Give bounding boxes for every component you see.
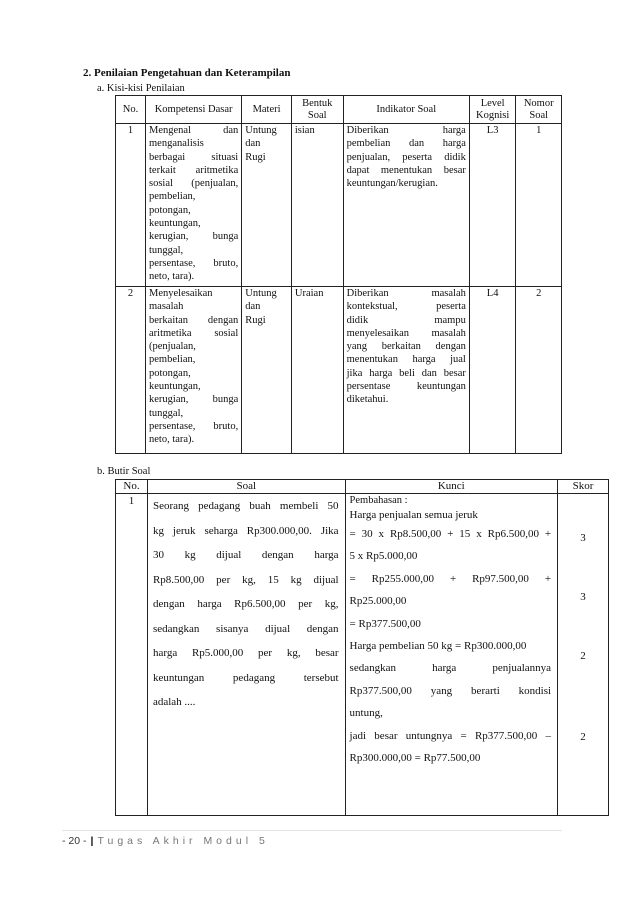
cell-line: pembelian, xyxy=(149,354,196,366)
butir-header-soal: Soal xyxy=(147,480,345,494)
page-footer xyxy=(62,835,269,847)
soal-line: 30 kg dijual dengan harga xyxy=(152,549,339,561)
cell-line: pembelian, xyxy=(149,191,196,203)
cell-line: dan xyxy=(245,138,261,150)
cell-line: dan xyxy=(245,301,261,313)
cell-line: (penjualan, xyxy=(149,341,196,353)
cell-line: keuntungan, xyxy=(149,381,201,393)
butir-cell-soal xyxy=(147,494,345,816)
cell-line: Diberikan harga xyxy=(346,125,466,136)
soal-line: sedangkan sisanya dijual dengan xyxy=(152,622,339,635)
cell-line: dapat menentukan besar xyxy=(346,164,466,176)
section-heading: 2. Penilaian Pengetahuan dan Keterampilan xyxy=(83,67,291,79)
butir-soal-table xyxy=(115,479,609,816)
kunci-label: Pembahasan : xyxy=(349,495,408,506)
kisi-cell-materi xyxy=(242,124,292,287)
skor-value: 2 xyxy=(580,650,586,662)
kunci-line: Rp377.500,00 yang berarti kondisi xyxy=(349,684,552,697)
butir-header-kunci: Kunci xyxy=(345,480,558,494)
soal-line: kg jeruk seharga Rp300.000,00. Jika xyxy=(152,524,339,537)
kisi-header-kompetensi: Kompetensi Dasar xyxy=(146,96,242,124)
cell-line: terkait aritmetika xyxy=(149,164,239,176)
kunci-line: = Rp255.000,00 + Rp97.500,00 + xyxy=(349,572,552,585)
cell-line: pembelian dan harga xyxy=(346,138,466,150)
cell-line: Untung xyxy=(245,288,277,299)
cell-line: Menyelesaikan xyxy=(149,288,213,299)
cell-line: potongan, xyxy=(149,204,191,216)
cell-line: diketahui. xyxy=(346,394,389,406)
cell-line: persentase keuntungan xyxy=(346,381,466,393)
kunci-line: = 30 x Rp8.500,00 + 15 x Rp6.500,00 + xyxy=(349,528,552,540)
kunci-line: Rp25.000,00 xyxy=(349,595,407,608)
subheading-kisi: a. Kisi-kisi Penilaian xyxy=(97,83,185,94)
butir-header-no: No. xyxy=(116,480,148,494)
kisi-cell-no: 2 xyxy=(116,287,146,454)
kisi-cell-indikator xyxy=(343,287,469,454)
skor-value: 3 xyxy=(580,591,586,603)
kisi-header-level: Level Kognisi xyxy=(469,96,516,124)
subheading-butir: b. Butir Soal xyxy=(97,466,151,477)
kisi-cell-no: 1 xyxy=(116,124,146,287)
kisi-header-indikator: Indikator Soal xyxy=(343,96,469,124)
cell-line: persentase, bruto, xyxy=(149,257,239,269)
kisi-cell-level: L3 xyxy=(469,124,516,287)
skor-value: 2 xyxy=(580,731,586,743)
cell-line: aritmetika sosial xyxy=(149,327,239,339)
soal-line: keuntungan pedagang tersebut xyxy=(152,671,339,684)
kisi-row-2 xyxy=(116,287,562,454)
kisi-cell-level: L4 xyxy=(469,287,516,454)
cell-line: jika harga beli dan besar xyxy=(346,367,466,379)
cell-line: menganalisis xyxy=(149,138,204,150)
kisi-header-row xyxy=(116,96,562,124)
page-number: - 20 - xyxy=(62,835,87,847)
cell-line: kontekstual, peserta xyxy=(346,301,466,313)
cell-line: Mengenal dan xyxy=(149,125,239,136)
cell-line: masalah xyxy=(149,301,184,313)
cell-line: sosial (penjualan, xyxy=(149,178,239,190)
cell-line: Diberikan masalah xyxy=(346,288,466,299)
kunci-line: Harga penjualan semua jeruk xyxy=(349,509,478,521)
butir-cell-skor xyxy=(558,494,609,816)
kisi-cell-nomor: 2 xyxy=(516,287,562,454)
kisi-kisi-table xyxy=(115,95,562,454)
kunci-line: untung, xyxy=(349,707,383,720)
footer-divider xyxy=(62,830,562,831)
kisi-cell-indikator xyxy=(343,124,469,287)
skor-value: 3 xyxy=(580,532,586,544)
cell-line: neto, tara). xyxy=(149,271,195,283)
soal-line: dengan harga Rp6.500,00 per kg, xyxy=(152,598,339,610)
butir-cell-no: 1 xyxy=(116,494,148,816)
kunci-lines xyxy=(350,507,552,769)
cell-line: Untung xyxy=(245,125,277,136)
kisi-cell-bentuk: Uraian xyxy=(291,287,343,454)
kisi-header-bentuk: Bentuk Soal xyxy=(291,96,343,124)
cell-line: didik mampu xyxy=(346,314,466,326)
kisi-header-materi: Materi xyxy=(242,96,292,124)
cell-line: berkaitan dengan xyxy=(149,314,239,326)
kunci-line: Harga pembelian 50 kg = Rp300.000,00 xyxy=(349,640,527,653)
cell-line: neto, tara). xyxy=(149,434,195,446)
kunci-line: jadi besar untungnya = Rp377.500,00 – xyxy=(349,729,552,742)
kisi-cell-nomor: 1 xyxy=(516,124,562,287)
kisi-header-no: No. xyxy=(116,96,146,124)
kisi-cell-kompetensi xyxy=(146,124,242,287)
cell-line: Rugi xyxy=(245,151,266,163)
cell-line: menyelesaikan masalah xyxy=(346,327,466,339)
kunci-line: 5 x Rp5.000,00 xyxy=(349,550,418,563)
soal-line: adalah .... xyxy=(152,696,196,708)
cell-line: kerugian, bunga xyxy=(149,231,239,243)
cell-line: tunggal, xyxy=(149,407,184,419)
cell-line: persentase, bruto, xyxy=(149,420,239,432)
butir-header-row xyxy=(116,480,609,494)
kisi-header-nomor: Nomor Soal xyxy=(516,96,562,124)
footer-title: Tugas Akhir Modul 5 xyxy=(97,835,269,847)
kisi-cell-kompetensi xyxy=(146,287,242,454)
soal-line: Rp8.500,00 per kg, 15 kg dijual xyxy=(152,573,339,586)
butir-header-skor: Skor xyxy=(558,480,609,494)
soal-line: harga Rp5.000,00 per kg, besar xyxy=(152,647,339,659)
cell-line: berbagai situasi xyxy=(149,151,239,163)
soal-line: Seorang pedagang buah membeli 50 xyxy=(152,500,339,512)
kunci-line: = Rp377.500,00 xyxy=(349,617,421,630)
kunci-line: Rp300.000,00 = Rp77.500,00 xyxy=(349,752,481,765)
kisi-cell-materi xyxy=(242,287,292,454)
cell-line: keuntungan/kerugian. xyxy=(346,178,438,190)
cell-line: yang berkaitan dengan xyxy=(346,341,466,353)
cell-line: keuntungan, xyxy=(149,218,201,230)
kisi-row-1 xyxy=(116,124,562,287)
cell-line: penjualan, peserta didik xyxy=(346,151,466,163)
cell-line: potongan, xyxy=(149,367,191,379)
cell-line: Rugi xyxy=(245,314,266,326)
cell-line: menentukan harga jual xyxy=(346,354,466,366)
kunci-line: sedangkan harga penjualannya xyxy=(349,662,552,675)
footer-separator: | xyxy=(90,835,94,847)
butir-cell-kunci xyxy=(345,494,558,816)
butir-row-1 xyxy=(116,494,609,816)
kisi-cell-bentuk: isian xyxy=(291,124,343,287)
cell-line: tunggal, xyxy=(149,244,184,256)
cell-line: kerugian, bunga xyxy=(149,394,239,406)
